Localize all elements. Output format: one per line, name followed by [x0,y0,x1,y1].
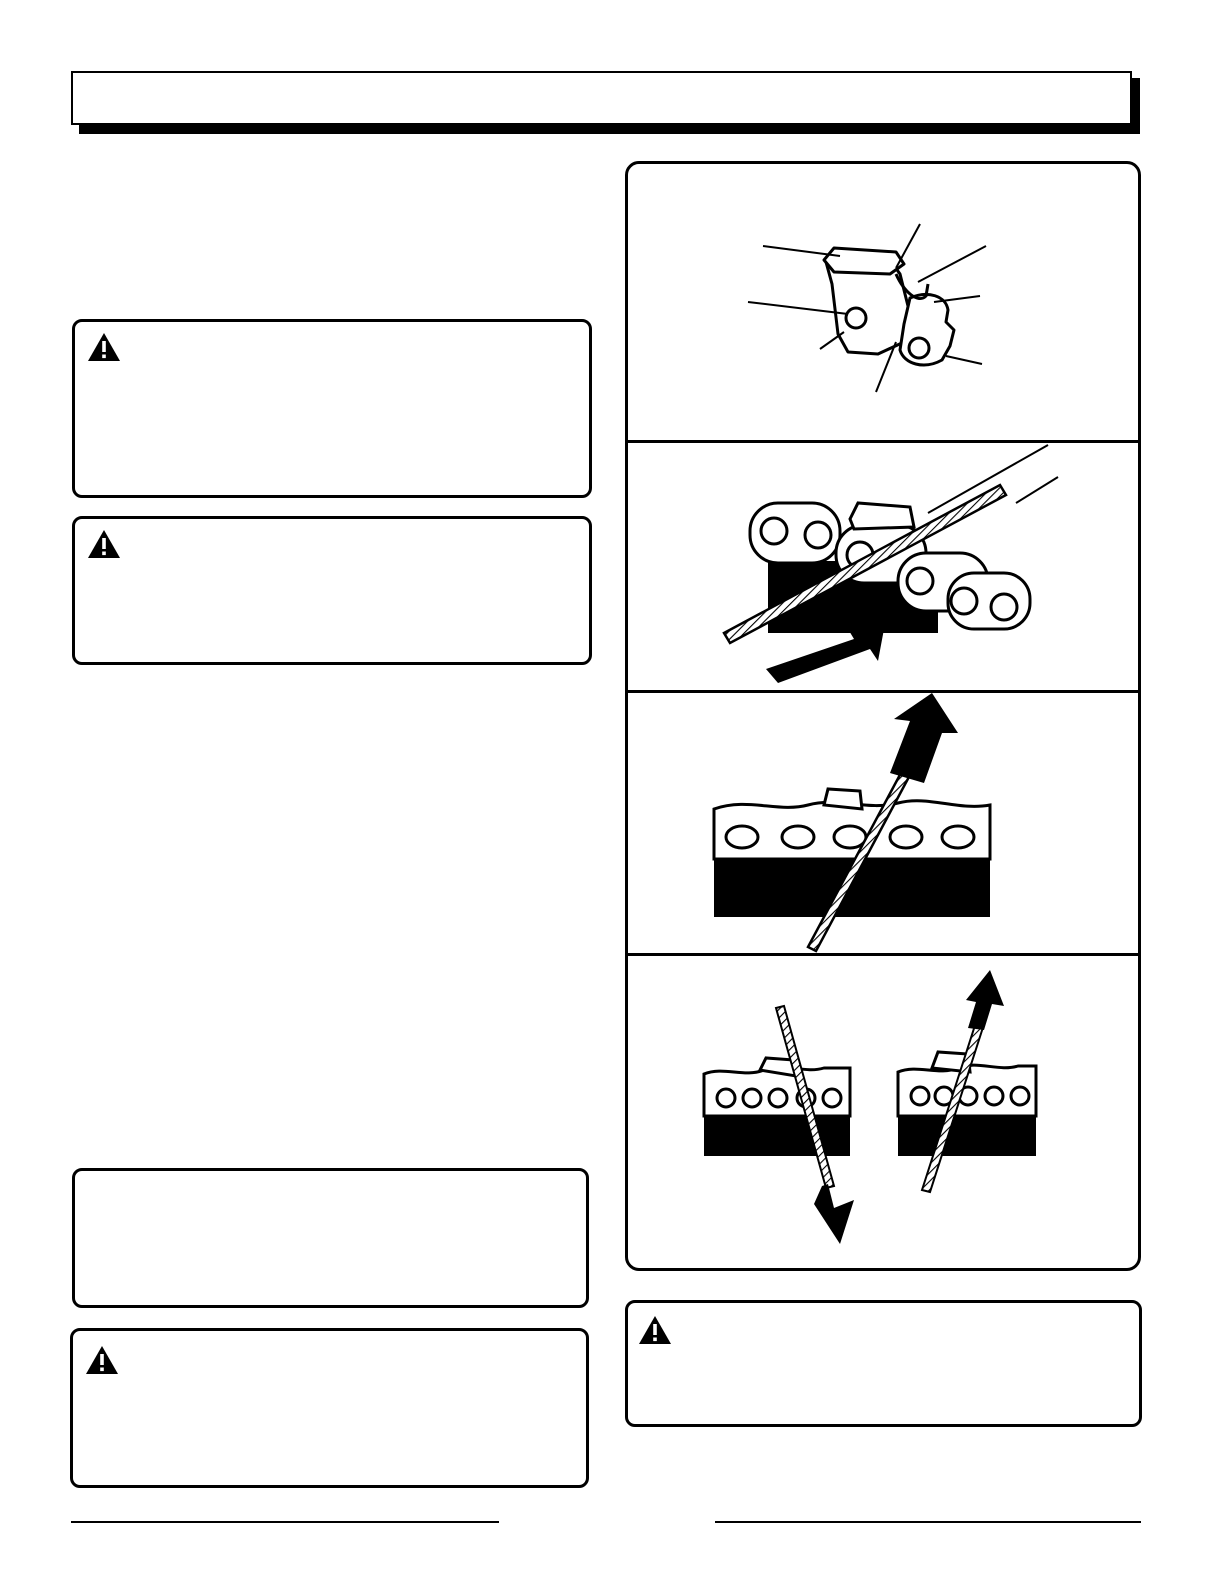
warning-triangle-icon [85,1345,119,1375]
filing-positions-diagram [628,956,1138,1271]
section-header [71,71,1132,125]
file-direction-diagram [628,693,1138,955]
figure-panel [625,161,1141,1271]
warning-box-3 [70,1328,589,1488]
arrow-icon [966,970,1004,1030]
arrow-icon [766,629,884,683]
footer-rule-left [71,1521,499,1523]
footer-rule-right [715,1521,1141,1523]
cutter-parts-diagram [628,164,1138,440]
arrow-icon [814,1184,854,1244]
warning-box-2 [72,516,592,665]
warning-triangle-icon [638,1315,672,1345]
warning-box-1 [72,319,592,498]
arrow-icon [890,693,958,783]
warning-box-4 [625,1300,1142,1427]
warning-triangle-icon [87,332,121,362]
warning-triangle-icon [87,529,121,559]
filing-angle-diagram [628,443,1138,691]
note-box [72,1168,589,1308]
